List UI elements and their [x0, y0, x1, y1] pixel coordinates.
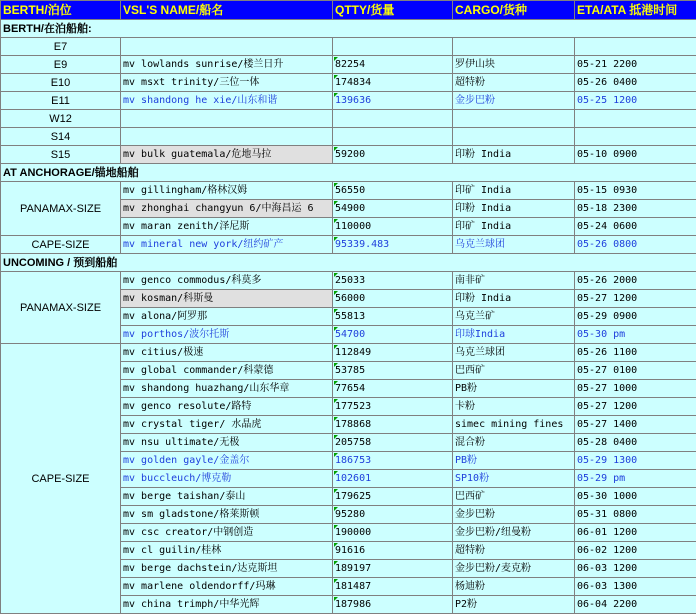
quantity-value: 25033: [335, 275, 365, 286]
vessel-name-cell: mv marlene oldendorff/玛琳: [121, 578, 333, 596]
quantity-value: 205758: [335, 437, 371, 448]
quantity-value: 59200: [335, 149, 365, 160]
header-berth: BERTH/泊位: [1, 1, 121, 20]
eta-cell: 05-29 0900: [575, 308, 696, 326]
eta-cell: [575, 128, 696, 146]
quantity-value: 55813: [335, 311, 365, 322]
vessel-name-cell: mv global commander/科蒙德: [121, 362, 333, 380]
comment-marker-icon: [334, 471, 338, 475]
quantity-cell: [333, 56, 453, 74]
quantity-value: 53785: [335, 365, 365, 376]
vessel-name-cell: mv maran zenith/泽尼斯: [121, 218, 333, 236]
vessel-name-cell: [121, 128, 333, 146]
quantity-cell: [333, 452, 453, 470]
vessel-name-cell: mv bulk guatemala/危地马拉: [121, 146, 333, 164]
cargo-cell: 卡粉: [453, 398, 575, 416]
quantity-value: 77654: [335, 383, 365, 394]
berth-cell: E7: [1, 38, 121, 56]
cargo-cell: 乌克兰球团: [453, 236, 575, 254]
comment-marker-icon: [334, 93, 338, 97]
header-eta: ETA/ATA 抵港时间: [575, 1, 696, 20]
comment-marker-icon: [334, 183, 338, 187]
vessel-name-cell: mv crystal tiger/ 水晶虎: [121, 416, 333, 434]
quantity-cell: [333, 236, 453, 254]
quantity-value: 102601: [335, 473, 371, 484]
cargo-cell: [453, 38, 575, 56]
comment-marker-icon: [334, 201, 338, 205]
quantity-value: 190000: [335, 527, 371, 538]
cargo-cell: 巴西矿: [453, 362, 575, 380]
eta-cell: 06-01 1200: [575, 524, 696, 542]
section-row: [1, 20, 696, 38]
size-class-cell: CAPE-SIZE: [1, 236, 121, 254]
quantity-cell: [333, 326, 453, 344]
cargo-cell: 印粉 India: [453, 200, 575, 218]
eta-cell: 05-29 1300: [575, 452, 696, 470]
eta-cell: 05-30 pm: [575, 326, 696, 344]
quantity-value: 139636: [335, 95, 371, 106]
vessel-name-cell: mv cl guilin/桂林: [121, 542, 333, 560]
quantity-value: 56000: [335, 293, 365, 304]
eta-cell: 05-29 pm: [575, 470, 696, 488]
eta-cell: 05-30 1000: [575, 488, 696, 506]
vessel-name-cell: mv alona/阿罗那: [121, 308, 333, 326]
quantity-cell: [333, 488, 453, 506]
size-class-cell: PANAMAX-SIZE: [1, 182, 121, 236]
cargo-cell: PB粉: [453, 380, 575, 398]
eta-cell: 05-26 0400: [575, 74, 696, 92]
quantity-value: 110000: [335, 221, 371, 232]
comment-marker-icon: [334, 273, 338, 277]
quantity-value: 179625: [335, 491, 371, 502]
cargo-cell: 金步巴粉: [453, 506, 575, 524]
quantity-cell: [333, 200, 453, 218]
section-title-berth: BERTH/在泊船舶:: [1, 20, 696, 38]
header-vessel-name: VSL'S NAME/船名: [121, 1, 333, 20]
vessel-name-cell: mv mineral new york/纽约矿产: [121, 236, 333, 254]
table-body: [1, 20, 696, 614]
header-row: [1, 1, 696, 20]
quantity-cell: [333, 578, 453, 596]
quantity-value: 112849: [335, 347, 371, 358]
vessel-name-cell: mv msxt trinity/三位一体: [121, 74, 333, 92]
quantity-cell: [333, 470, 453, 488]
cargo-cell: 印矿 India: [453, 182, 575, 200]
comment-marker-icon: [334, 561, 338, 565]
comment-marker-icon: [334, 57, 338, 61]
quantity-cell: [333, 362, 453, 380]
cargo-cell: 金步巴粉: [453, 92, 575, 110]
quantity-value: 177523: [335, 401, 371, 412]
eta-cell: 06-03 1300: [575, 578, 696, 596]
quantity-cell: [333, 218, 453, 236]
size-class-cell: PANAMAX-SIZE: [1, 272, 121, 344]
vessel-name-cell: [121, 110, 333, 128]
comment-marker-icon: [334, 291, 338, 295]
quantity-value: 181487: [335, 581, 371, 592]
table-row: [1, 128, 696, 146]
quantity-value: 95280: [335, 509, 365, 520]
vessel-name-cell: mv buccleuch/博克勒: [121, 470, 333, 488]
comment-marker-icon: [334, 327, 338, 331]
eta-cell: 05-27 1000: [575, 380, 696, 398]
eta-cell: 05-27 1200: [575, 398, 696, 416]
section-row: [1, 164, 696, 182]
eta-cell: 05-26 2000: [575, 272, 696, 290]
cargo-cell: 超特粉: [453, 542, 575, 560]
berth-cell: S15: [1, 146, 121, 164]
quantity-cell: [333, 542, 453, 560]
vessel-name-cell: mv sm gladstone/格莱斯顿: [121, 506, 333, 524]
cargo-cell: 超特粉: [453, 74, 575, 92]
comment-marker-icon: [334, 453, 338, 457]
eta-cell: 05-26 1100: [575, 344, 696, 362]
section-title-anchorage: AT ANCHORAGE/锚地船舶: [1, 164, 696, 182]
eta-cell: 05-24 0600: [575, 218, 696, 236]
comment-marker-icon: [334, 147, 338, 151]
table-row: [1, 38, 696, 56]
quantity-cell: [333, 290, 453, 308]
eta-cell: 05-26 0800: [575, 236, 696, 254]
comment-marker-icon: [334, 219, 338, 223]
berth-cell: E11: [1, 92, 121, 110]
size-class-cell: CAPE-SIZE: [1, 344, 121, 614]
comment-marker-icon: [334, 435, 338, 439]
quantity-value: 178868: [335, 419, 371, 430]
cargo-cell: 罗伊山块: [453, 56, 575, 74]
comment-marker-icon: [334, 543, 338, 547]
header-quantity: QTTY/货量: [333, 1, 453, 20]
quantity-value: 82254: [335, 59, 365, 70]
quantity-cell: [333, 38, 453, 56]
vessel-name-cell: [121, 38, 333, 56]
quantity-value: 187986: [335, 599, 371, 610]
eta-cell: 05-10 0900: [575, 146, 696, 164]
quantity-cell: [333, 74, 453, 92]
quantity-cell: [333, 110, 453, 128]
quantity-value: 189197: [335, 563, 371, 574]
vessel-name-cell: mv genco resolute/路特: [121, 398, 333, 416]
eta-cell: 05-28 0400: [575, 434, 696, 452]
cargo-cell: 印粉 India: [453, 290, 575, 308]
cargo-cell: 印粉 India: [453, 146, 575, 164]
cargo-cell: 印矿 India: [453, 218, 575, 236]
quantity-cell: [333, 524, 453, 542]
vessel-name-cell: mv shandong huazhang/山东华章: [121, 380, 333, 398]
vessel-name-cell: mv porthos/波尔托斯: [121, 326, 333, 344]
comment-marker-icon: [334, 237, 338, 241]
comment-marker-icon: [334, 489, 338, 493]
vessel-name-cell: mv zhonghai changyun 6/中海昌运 6: [121, 200, 333, 218]
eta-cell: 05-15 0930: [575, 182, 696, 200]
table-row: [1, 56, 696, 74]
table-row: [1, 110, 696, 128]
table-row: [1, 272, 696, 290]
section-row: [1, 254, 696, 272]
quantity-cell: [333, 146, 453, 164]
eta-cell: 05-25 1200: [575, 92, 696, 110]
cargo-cell: simec mining fines: [453, 416, 575, 434]
eta-cell: 06-04 2200: [575, 596, 696, 614]
vessel-name-cell: mv nsu ultimate/无极: [121, 434, 333, 452]
comment-marker-icon: [334, 309, 338, 313]
cargo-cell: [453, 110, 575, 128]
table-row: [1, 182, 696, 200]
vessel-name-cell: mv lowlands sunrise/楼兰日升: [121, 56, 333, 74]
cargo-cell: PB粉: [453, 452, 575, 470]
quantity-cell: [333, 344, 453, 362]
cargo-cell: 金步巴粉/纽曼粉: [453, 524, 575, 542]
comment-marker-icon: [334, 75, 338, 79]
quantity-cell: [333, 272, 453, 290]
cargo-cell: SP10粉: [453, 470, 575, 488]
table-row: [1, 92, 696, 110]
quantity-cell: [333, 560, 453, 578]
quantity-cell: [333, 308, 453, 326]
quantity-value: 54700: [335, 329, 365, 340]
quantity-value: 56550: [335, 185, 365, 196]
quantity-cell: [333, 398, 453, 416]
eta-cell: 06-03 1200: [575, 560, 696, 578]
quantity-cell: [333, 92, 453, 110]
vessel-name-cell: mv berge taishan/泰山: [121, 488, 333, 506]
berth-cell: E9: [1, 56, 121, 74]
eta-cell: 05-18 2300: [575, 200, 696, 218]
vessel-name-cell: mv shandong he xie/山东和谐: [121, 92, 333, 110]
header-cargo: CARGO/货种: [453, 1, 575, 20]
quantity-cell: [333, 182, 453, 200]
berth-cell: S14: [1, 128, 121, 146]
comment-marker-icon: [334, 507, 338, 511]
comment-marker-icon: [334, 525, 338, 529]
table-row: [1, 74, 696, 92]
eta-cell: [575, 110, 696, 128]
comment-marker-icon: [334, 399, 338, 403]
comment-marker-icon: [334, 597, 338, 601]
quantity-cell: [333, 128, 453, 146]
cargo-cell: 印球India: [453, 326, 575, 344]
quantity-cell: [333, 506, 453, 524]
vessel-name-cell: mv china trimph/中华光辉: [121, 596, 333, 614]
eta-cell: 06-02 1200: [575, 542, 696, 560]
cargo-cell: [453, 128, 575, 146]
vessel-name-cell: mv berge dachstein/达克斯坦: [121, 560, 333, 578]
cargo-cell: 杨迪粉: [453, 578, 575, 596]
quantity-value: 95339.483: [335, 239, 389, 250]
cargo-cell: 乌克兰球团: [453, 344, 575, 362]
quantity-value: 54900: [335, 203, 365, 214]
vessel-name-cell: mv golden gayle/金盖尔: [121, 452, 333, 470]
comment-marker-icon: [334, 345, 338, 349]
table-row: [1, 236, 696, 254]
eta-cell: 05-31 0800: [575, 506, 696, 524]
quantity-value: 91616: [335, 545, 365, 556]
comment-marker-icon: [334, 417, 338, 421]
quantity-cell: [333, 416, 453, 434]
quantity-cell: [333, 434, 453, 452]
section-title-uncoming: UNCOMING / 预到船舶: [1, 254, 696, 272]
berth-cell: E10: [1, 74, 121, 92]
vessel-name-cell: mv genco commodus/科莫多: [121, 272, 333, 290]
vessel-name-cell: mv citius/极速: [121, 344, 333, 362]
cargo-cell: 混合粉: [453, 434, 575, 452]
cargo-cell: 南非矿: [453, 272, 575, 290]
comment-marker-icon: [334, 579, 338, 583]
vessel-name-cell: mv csc creator/中钢创造: [121, 524, 333, 542]
table-row: [1, 146, 696, 164]
eta-cell: 05-27 1400: [575, 416, 696, 434]
table-row: [1, 344, 696, 362]
cargo-cell: P2粉: [453, 596, 575, 614]
berth-cell: W12: [1, 110, 121, 128]
cargo-cell: 巴西矿: [453, 488, 575, 506]
eta-cell: 05-27 1200: [575, 290, 696, 308]
vessel-name-cell: mv gillingham/格林汉姆: [121, 182, 333, 200]
vessel-name-cell: mv kosman/科斯曼: [121, 290, 333, 308]
quantity-cell: [333, 380, 453, 398]
eta-cell: 05-27 0100: [575, 362, 696, 380]
comment-marker-icon: [334, 363, 338, 367]
cargo-cell: 金步巴粉/麦克粉: [453, 560, 575, 578]
quantity-value: 174834: [335, 77, 371, 88]
eta-cell: 05-21 2200: [575, 56, 696, 74]
eta-cell: [575, 38, 696, 56]
comment-marker-icon: [334, 381, 338, 385]
quantity-value: 186753: [335, 455, 371, 466]
cargo-cell: 乌克兰矿: [453, 308, 575, 326]
